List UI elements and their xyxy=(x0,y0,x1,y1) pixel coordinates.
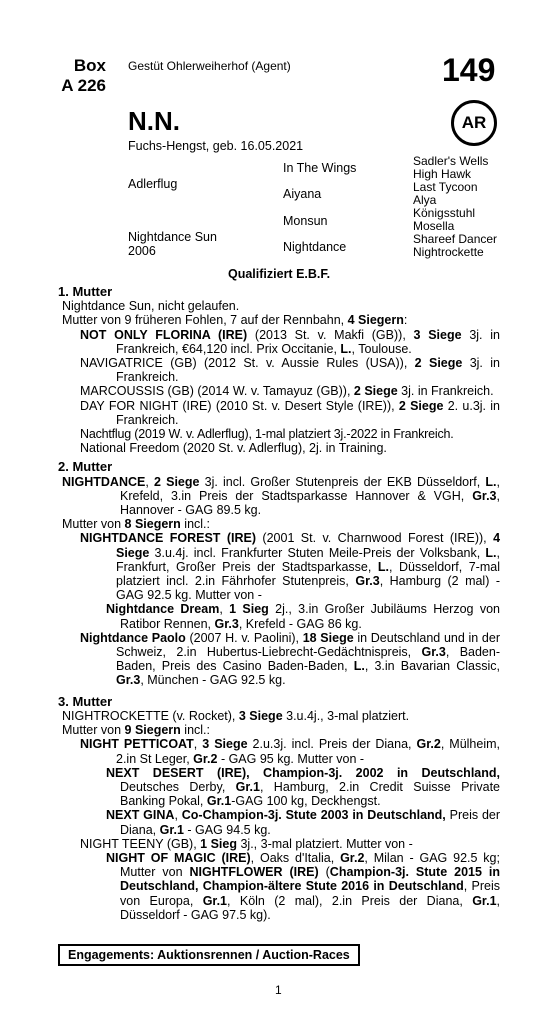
nightflower-paren: ( xyxy=(318,865,330,880)
magic-text-2: , Milan - GAG 92.5 kg; Mutter von xyxy=(120,850,500,880)
pedigree-g3-6: Mosella xyxy=(413,219,455,233)
dam-record-text: Nightdance Sun, nicht gelaufen. xyxy=(62,299,240,314)
second-dam-grade-2: Gr.3 xyxy=(472,488,497,503)
teeny-wins: 1 Sieg xyxy=(200,836,237,851)
paolo-grade-3: Gr.3 xyxy=(116,673,141,688)
petticoat-text-1: 2.u.3j. incl. Preis der Diana, xyxy=(247,737,417,752)
second-dam-sep: , xyxy=(145,474,154,489)
second-dam-produce-text: Mutter von xyxy=(62,517,125,532)
gina-grade: Gr.1 xyxy=(159,822,184,837)
pedigree-g3-3: Last Tycoon xyxy=(413,180,478,194)
offspring-3-wins: 2 Siege xyxy=(353,384,398,399)
magic-grade-1: Gr.2 xyxy=(340,850,365,865)
offspring-2-text: NAVIGATRICE (GB) (2012 St. v. Aussie Rules (USA)), xyxy=(80,356,415,371)
second-dam-grade-1: L. xyxy=(485,474,497,489)
desert-text-2: , Hamburg, 2.in Credit Suisse Private Banking Pokal, xyxy=(120,779,500,809)
offspring-4-wins: 2 Siege xyxy=(398,398,444,413)
produce-nightdance-forest xyxy=(58,531,500,602)
gina-end: - GAG 94.5 kg. xyxy=(183,822,271,837)
third-dam-name: NIGHTROCKETTE (v. Rocket), xyxy=(62,708,239,723)
lot-number: 149 xyxy=(442,52,496,88)
produce-next-desert xyxy=(58,766,500,809)
paolo-end: , München - GAG 92.5 kg. xyxy=(140,673,286,688)
petticoat-sep: , xyxy=(193,737,203,752)
magic-text-1: , Oaks d'Italia, xyxy=(250,850,341,865)
offspring-6-text: National Freedom (2020 St. v. Adlerflug), 2j. in Training. xyxy=(80,441,387,456)
petticoat-end: - GAG 95 kg. Mutter von - xyxy=(217,751,365,766)
box-label xyxy=(56,56,106,96)
nightflower-name: NIGHTFLOWER (IRE) xyxy=(189,865,319,880)
dream-end: , Krefeld - GAG 86 kg. xyxy=(238,616,362,631)
pedigree-dam-year: 2006 xyxy=(128,244,156,258)
teeny-end: 3j., 3-mal platziert. Mutter von - xyxy=(237,836,413,851)
section-3-title: 3. Mutter xyxy=(58,693,113,709)
magic-name: NIGHT OF MAGIC (IRE) xyxy=(106,850,251,865)
produce-winners: 4 Siegern xyxy=(347,313,404,328)
offspring-1-pedigree: (2013 St. v. Makfi (GB)), xyxy=(247,327,414,342)
offspring-4 xyxy=(58,399,500,427)
third-dam-produce-winners: 9 Siegern xyxy=(124,723,181,738)
forest-end: , Hamburg (2 mal) - GAG 92.5 kg. Mutter von - xyxy=(116,574,500,603)
ar-badge: AR xyxy=(451,100,497,146)
dam-produce-summary xyxy=(58,313,500,327)
pedigree-sire-dam: Aiyana xyxy=(283,187,322,201)
offspring-1-text: 3j. in Frankreich, €64,120 incl. Prix Occitanie, xyxy=(116,327,500,356)
paolo-name: Nightdance Paolo xyxy=(80,630,186,645)
pedigree-g3-7: Shareef Dancer xyxy=(413,232,498,246)
forest-text-1: 3.u.4j. incl. Frankfurter Stuten Meile-Preis der Volksbank, xyxy=(149,545,486,560)
horse-name: N.N. xyxy=(128,106,180,136)
produce-colon: : xyxy=(403,313,408,328)
dream-wins: 1 Sieg xyxy=(229,602,269,617)
offspring-6 xyxy=(58,441,500,455)
petticoat-grade-1: Gr.2 xyxy=(416,737,441,752)
gina-sep: , xyxy=(174,808,182,823)
forest-text-3: , Düsseldorf, 7-mal platziert incl. 2.in Fährhofer Stutenpreis, xyxy=(116,559,500,589)
petticoat-text-2: , Mülheim, 2.in St Leger, xyxy=(116,737,501,766)
forest-wins: 4 Siege xyxy=(116,531,501,560)
paolo-text-1: in Deutschland und in der Schweiz, 2.in Hubertus-Liebrecht-Gedächtnispreis, xyxy=(116,630,500,660)
second-dam-record xyxy=(58,475,500,518)
offspring-3-text: MARCOUSSIS (GB) (2014 W. v. Tamayuz (GB)), xyxy=(80,384,354,399)
desert-grade-2: Gr.1 xyxy=(206,794,232,809)
paolo-text-2: , Baden-Baden, Preis des Casino Baden-Baden, xyxy=(116,645,500,674)
pedigree-g3-8: Nightrockette xyxy=(413,245,484,259)
third-dam-wins: 3 Siege xyxy=(238,708,283,723)
nightflower-text-2: , Köln (2 mal), 2.in Preis der Diana, xyxy=(227,893,473,908)
pedigree-dam-sire: Monsun xyxy=(283,214,328,228)
pedigree-dam: Nightdance Sun xyxy=(128,230,217,244)
pedigree-g3-5: Königsstuhl xyxy=(413,206,476,220)
paolo-text-3: , 3.in Bavarian Classic, xyxy=(364,659,500,674)
offspring-3 xyxy=(58,384,500,398)
desert-text-1: Deutsches Derby, xyxy=(120,779,236,794)
forest-ped: (2001 St. v. Charnwood Forest (IRE)), xyxy=(256,531,494,546)
second-dam-end: , Hannover - GAG 89.5 kg. xyxy=(120,488,500,518)
offspring-2-end: 3j. in Frankreich. xyxy=(116,356,500,385)
petticoat-name: NIGHT PETTICOAT xyxy=(80,737,194,752)
dream-sep: , xyxy=(219,602,230,617)
desert-title: NEXT DESERT (IRE), Champion-3j. 2002 in Deutschland, xyxy=(106,765,500,780)
qualification: Qualifiziert E.B.F. xyxy=(228,267,331,281)
breeder: Gestüt Ohlerweiherhof (Agent) xyxy=(128,59,291,73)
dam-record xyxy=(58,299,500,313)
desert-grade-1: Gr.1 xyxy=(235,779,260,794)
offspring-1-wins: 3 Siege xyxy=(413,327,462,342)
offspring-5-text: Nachtflug (2019 W. v. Adlerflug), 1-mal platziert 3j.-2022 in Frankreich. xyxy=(80,427,454,442)
produce-night-teeny xyxy=(58,837,500,851)
forest-text-2: , Frankfurt, Großer Preis der Stadtsparkasse, xyxy=(116,545,500,574)
offspring-1-name: NOT ONLY FLORINA (IRE) xyxy=(80,327,248,342)
gina-title: Co-Champion-3j. Stute 2003 in Deutschland, xyxy=(181,808,446,823)
section-1-title: 1. Mutter xyxy=(58,284,113,299)
forest-grade-3: Gr.3 xyxy=(355,574,380,589)
second-dam-text: 3j. incl. Großer Stutenpreis der EKB Düsseldorf, xyxy=(199,474,486,489)
page-number: 1 xyxy=(275,983,282,997)
gina-text: Preis der Diana, xyxy=(120,808,501,837)
offspring-2 xyxy=(58,356,500,384)
box-number: A 226 xyxy=(61,76,106,95)
catalogue-body xyxy=(58,285,500,922)
pedigree-g3-2: High Hawk xyxy=(413,167,472,181)
petticoat-wins: 3 Siege xyxy=(202,737,248,752)
nightflower-text-1: , Preis von Europa, xyxy=(120,879,500,908)
nightflower-end: , Düsseldorf - GAG 97.5 kg). xyxy=(120,893,501,922)
pedigree-g3-col xyxy=(413,155,497,259)
second-dam-produce-end: incl.: xyxy=(180,517,210,532)
gina-name: NEXT GINA xyxy=(106,808,175,823)
offspring-1-grade: L. xyxy=(340,341,352,356)
second-dam-produce-winners: 8 Siegern xyxy=(124,517,181,532)
produce-night-petticoat xyxy=(58,737,500,765)
offspring-1-end: , Toulouse. xyxy=(351,341,412,356)
offspring-4-end: 2. u.3j. in Frankreich. xyxy=(116,398,501,427)
second-dam-text-2: , Krefeld, 3.in Preis der Stadtsparkasse Hannover & VGH, xyxy=(120,474,500,503)
pedigree-sire: Adlerflug xyxy=(128,177,178,191)
offspring-4-text: DAY FOR NIGHT (IRE) (2010 St. v. Desert Style (IRE)), xyxy=(80,398,399,413)
forest-name: NIGHTDANCE FOREST (IRE) xyxy=(80,531,257,546)
pedigree-sire-sire: In The Wings xyxy=(283,161,357,175)
produce-night-of-magic xyxy=(58,851,500,922)
petticoat-grade-2: Gr.2 xyxy=(193,751,218,766)
offspring-5 xyxy=(58,427,500,441)
paolo-grade-1: Gr.3 xyxy=(421,645,446,660)
third-dam-produce xyxy=(58,723,500,737)
offspring-2-wins: 2 Siege xyxy=(414,356,463,371)
produce-nightdance-paolo xyxy=(58,631,500,688)
nightflower-titles: Champion-3j. Stute 2015 in Deutschland, Champion-ältere Stute 2016 in Deutschland xyxy=(120,865,500,894)
section-2-title: 2. Mutter xyxy=(58,459,113,475)
paolo-wins: 18 Siege xyxy=(302,630,354,645)
produce-nightdance-dream xyxy=(58,602,500,630)
third-dam-produce-text: Mutter von xyxy=(62,723,125,738)
produce-text: Mutter von 9 früheren Fohlen, 7 auf der Rennbahn, xyxy=(62,313,348,328)
second-dam-wins: 2 Siege xyxy=(154,474,200,489)
third-dam-end: 3.u.4j., 3-mal platziert. xyxy=(282,708,410,723)
desert-end: -GAG 100 kg, Deckhengst. xyxy=(231,794,381,809)
paolo-grade-2: L. xyxy=(353,659,365,674)
paolo-ped: (2007 H. v. Paolini), xyxy=(185,630,303,645)
third-dam-record xyxy=(58,709,500,723)
pedigree-g3-1: Sadler's Wells xyxy=(413,154,489,168)
dream-name: Nightdance Dream xyxy=(106,602,220,617)
third-dam-produce-end: incl.: xyxy=(180,723,210,738)
offspring-1 xyxy=(58,328,500,356)
forest-grade-2: L. xyxy=(377,559,389,574)
engagements-box: Engagements: Auktionsrennen / Auction-Races xyxy=(58,944,360,966)
produce-next-gina xyxy=(58,808,500,836)
second-dam-produce xyxy=(58,517,500,531)
pedigree-g3-4: Alya xyxy=(413,193,437,207)
nightflower-grade-2: Gr.1 xyxy=(472,893,497,908)
nightflower-grade-1: Gr.1 xyxy=(202,893,228,908)
dream-grade: Gr.3 xyxy=(214,616,239,631)
pedigree-dam-dam: Nightdance xyxy=(283,240,347,254)
dream-text: 2j., 3.in Großer Jubiläums Herzog von Ratibor Rennen, xyxy=(120,602,500,631)
second-dam-name: NIGHTDANCE xyxy=(62,474,146,489)
teeny-name: NIGHT TEENY (GB), xyxy=(80,836,201,851)
offspring-3-end: 3j. in Frankreich. xyxy=(397,384,494,399)
box-word: Box xyxy=(73,56,106,75)
forest-grade-1: L. xyxy=(485,545,497,560)
horse-description: Fuchs-Hengst, geb. 16.05.2021 xyxy=(128,139,304,153)
